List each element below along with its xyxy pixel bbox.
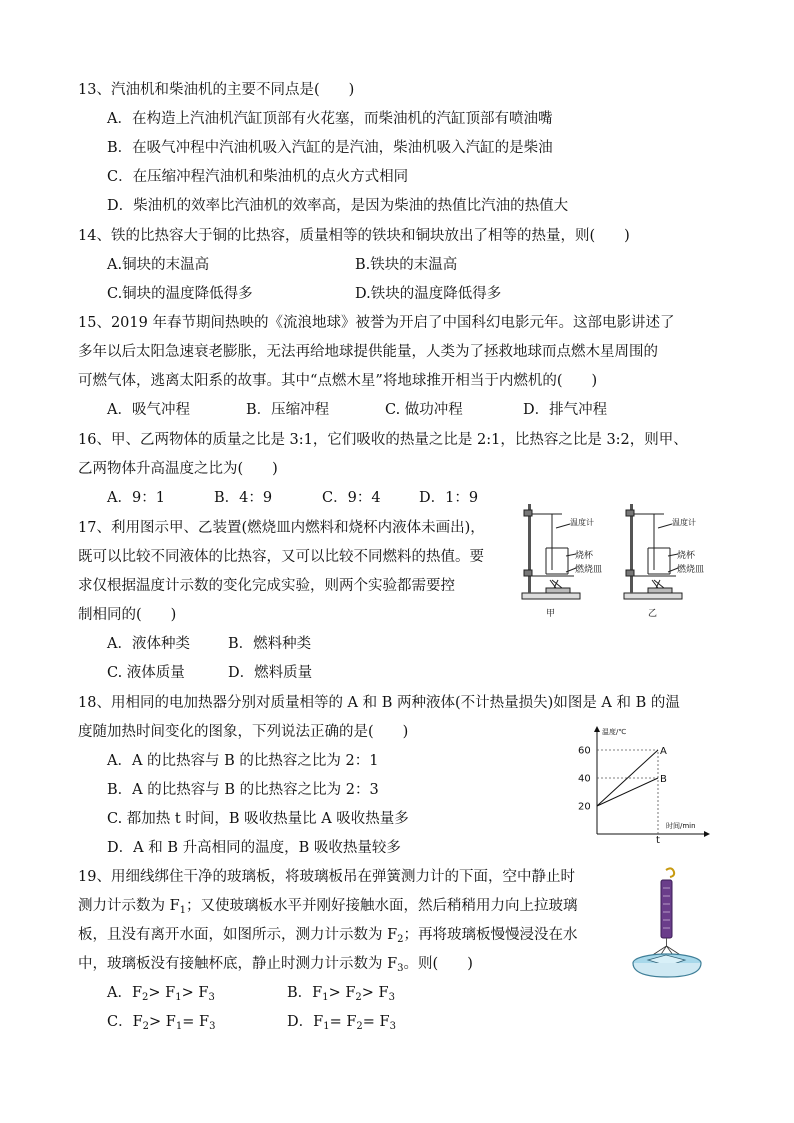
hook-icon: [666, 868, 674, 877]
q19-stem-line3-a: 板，且没有离开水面，如图所示，测力计示数为 F: [78, 927, 398, 943]
q18-stem-line2: 度随加热时间变化的图象，下列说法正确的是( ): [78, 724, 409, 740]
q19-b-t2: > F: [361, 985, 389, 1001]
q16-stem-line1: 16、甲、乙两物体的质量之比是 3:1，它们吸收的热量之比是 2:1，比热容之比是 3:2，则甲、: [78, 432, 688, 448]
q17-label-yi: 乙: [648, 609, 658, 619]
q19-option-d: [287, 1012, 396, 1032]
q19-c-t1: > F: [149, 1014, 176, 1030]
q14-option-c: C.铜块的温度降低得多: [107, 286, 253, 302]
q17-label-thermometer-yi: 温度计: [672, 518, 696, 527]
q19-sub-2: 2: [397, 934, 404, 945]
q19-c-t0: C．F: [107, 1014, 143, 1030]
chart-series-label-A: A: [660, 746, 667, 757]
q17-option-c: C. 液体质量: [107, 665, 185, 681]
q14-stem: 14、铁的比热容大于铜的比热容，质量相等的铁块和铜块放出了相等的热量，则( ): [78, 228, 630, 244]
q19-b-s1: 2: [355, 992, 362, 1003]
q19-stem-line2: [78, 896, 578, 916]
q13-option-c: C．在压缩冲程汽油机和柴油机的点火方式相同: [107, 169, 409, 185]
q17-stem-line3: 求仅根据温度计示数的变化完成实验，则两个实验都需要控: [78, 578, 455, 594]
q18-option-a: A．A 的比热容与 B 的比热容之比为 2：1: [107, 753, 379, 769]
q19-a-s0: 2: [142, 992, 149, 1003]
q19-c-t2: = F: [182, 1014, 210, 1030]
q18-option-b: B．A 的比热容与 B 的比热容之比为 2：3: [107, 782, 379, 798]
q17-stem-line4: 制相同的( ): [78, 607, 177, 623]
q19-b-t1: > F: [328, 985, 356, 1001]
q15-option-c: C. 做功冲程: [385, 402, 463, 418]
q19-a-t0: A．F: [107, 985, 143, 1001]
q17-stem-line2: 既可以比较不同液体的比热容，又可以比较不同燃料的热值。要: [78, 549, 484, 565]
chart-line-B: [597, 778, 658, 806]
q14-option-b: B.铁块的末温高: [355, 257, 458, 273]
q19-a-s2: 3: [208, 992, 215, 1003]
chart-y-ticks: [578, 746, 591, 813]
q17-apparatus-figure: [518, 496, 718, 622]
q17-stem-line1: 17、利用图示甲、乙装置(燃烧皿内燃料和烧杯内液体未画出)，: [78, 520, 485, 536]
q19-stem-line4: [78, 954, 473, 974]
q15-option-a: A．吸气冲程: [107, 402, 190, 418]
q19-option-a: [107, 983, 215, 1003]
q19-stem-line1: 19、用细线绑住干净的玻璃板，将玻璃板吊在弹簧测力计的下面，空中静止时: [78, 869, 575, 885]
q13-option-d: D．柴油机的效率比汽油机的效率高，是因为柴油的热值比汽油的热值大: [107, 198, 569, 214]
q19-a-t1: > F: [148, 985, 176, 1001]
q13-stem: 13、汽油机和柴油机的主要不同点是( ): [78, 82, 355, 98]
chart-x-label: 时间/min: [666, 822, 696, 830]
q15-stem-line2: 多年以后太阳急速衰老膨胀，无法再给地球提供能量，人类为了拯救地球而点燃木星周围的: [78, 344, 658, 360]
q18-option-c: C. 都加热 t 时间，B 吸收热量比 A 吸收热量多: [107, 811, 409, 827]
chart-y-tick-40: 40: [578, 773, 591, 785]
q19-stem-line2-a: 测力计示数为 F: [78, 898, 180, 914]
q19-a-t2: > F: [181, 985, 209, 1001]
q19-d-t2: = F: [362, 1014, 390, 1030]
q19-option-c: [107, 1012, 215, 1032]
q15-stem-line1: 15、2019 年春节期间热映的《流浪地球》被誉为开启了中国科幻电影元年。这部电影讲述了: [78, 315, 675, 331]
q19-option-b: [287, 983, 395, 1003]
q17-label-dish-jia: 燃烧皿: [575, 565, 603, 575]
q15-stem-line3: 可燃气体，逃离太阳系的故事。其中“点燃木星”将地球推开相当于内燃机的( ): [78, 373, 598, 389]
chart-y-arrow: [594, 726, 600, 732]
q19-c-s0: 2: [142, 1021, 150, 1032]
q19-c-s1: 1: [175, 1021, 183, 1032]
q15-option-d: D．排气冲程: [523, 402, 608, 418]
q19-d-s0: 1: [323, 1021, 330, 1032]
chart-series-label-B: B: [660, 774, 667, 785]
q13-option-a: A．在构造上汽油机汽缸顶部有火花塞，而柴油机的汽缸顶部有喷油嘴: [107, 111, 553, 127]
q17-label-thermometer-jia: 温度计: [570, 518, 594, 527]
q18-stem-line1: 18、用相同的电加热器分别对质量相等的 A 和 B 两种液体(不计热量损失)如图是 A 和 B 的温: [78, 695, 680, 711]
chart-series: [597, 746, 667, 806]
chart-y-tick-20: 20: [578, 801, 591, 813]
q19-d-s1: 2: [356, 1021, 363, 1032]
spring-scale-body: [661, 880, 672, 938]
q17-option-b: B．燃料种类: [228, 636, 312, 652]
q19-c-s2: 3: [209, 1021, 216, 1032]
q16-option-a: A．9：1: [107, 490, 165, 506]
q14-option-a: A.铜块的末温高: [107, 257, 210, 273]
q19-stem-line3: [78, 925, 578, 945]
q19-sub-1: 1: [179, 905, 187, 916]
q17-option-d: D．燃料质量: [228, 665, 313, 681]
q16-option-d: D．1：9: [419, 490, 479, 506]
q16-option-c: C．9：4: [322, 490, 381, 506]
q19-stem-line3-b: ；再将玻璃板慢慢浸没在水: [403, 927, 578, 943]
q19-b-s0: 1: [322, 992, 329, 1003]
chart-y-tick-60: 60: [578, 745, 591, 757]
q19-b-t0: B．F: [287, 985, 323, 1001]
chart-y-label: 温度/℃: [602, 728, 627, 736]
q19-sub-3: 3: [397, 963, 404, 974]
q16-option-b: B．4：9: [214, 490, 273, 506]
q17-label-dish-yi: 燃烧皿: [677, 565, 705, 575]
chart-x-arrow: [704, 831, 710, 837]
chart-x-tick-t: t: [656, 835, 660, 846]
q19-d-t0: D．F: [287, 1014, 324, 1030]
q18-temperature-chart: [572, 722, 712, 846]
q14-option-d: D.铁块的温度降低得多: [355, 286, 502, 302]
q17-label-jia: 甲: [546, 609, 556, 619]
q19-d-s2: 3: [389, 1021, 396, 1032]
q19-spring-scale-figure: [628, 866, 712, 984]
q13-option-b: B．在吸气冲程中汽油机吸入汽缸的是汽油，柴油机吸入汽缸的是柴油: [107, 140, 553, 156]
q18-option-d: D．A 和 B 升高相同的温度，B 吸收热量较多: [107, 840, 401, 856]
q15-option-b: B．压缩冲程: [246, 402, 330, 418]
q17-label-beaker-jia: 烧杯: [575, 551, 594, 561]
q19-stem-line2-b: ；又使玻璃板水平并刚好接触水面，然后稍稍用力向上拉玻璃: [186, 898, 578, 914]
q19-a-s1: 1: [175, 992, 182, 1003]
q19-stem-line4-a: 中，玻璃板没有接触杯底，静止时测力计示数为 F: [78, 956, 398, 972]
q17-option-a: A．液体种类: [107, 636, 190, 652]
q16-stem-line2: 乙两物体升高温度之比为( ): [78, 461, 278, 477]
q19-d-t1: = F: [329, 1014, 357, 1030]
q17-label-beaker-yi: 烧杯: [677, 551, 696, 561]
q19-stem-line4-b: 。则( ): [403, 956, 473, 972]
q19-b-s2: 3: [388, 992, 395, 1003]
